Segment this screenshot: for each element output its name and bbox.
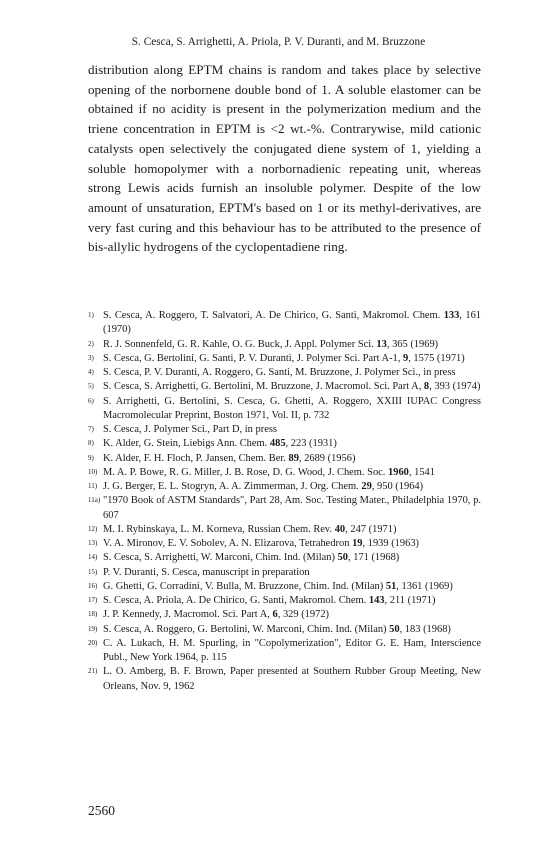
reference-citation: C. A. Lukach, H. M. Spurling, in "Copolymerization", Editor G. E. Ham, Interscience Publ., New York 1964, p. 115	[103, 637, 481, 663]
reference-text	[103, 551, 481, 565]
reference-number: 2)	[88, 339, 94, 348]
reference-text	[103, 380, 481, 394]
reference-citation: M. A. P. Bowe, R. G. Miller, J. B. Rose, D. G. Wood, J. Chem. Soc.	[103, 466, 389, 478]
reference-volume: 133	[443, 310, 460, 321]
reference-volume: 89	[288, 452, 299, 464]
reference-item	[88, 608, 481, 622]
reference-item	[88, 523, 481, 537]
reference-item	[88, 566, 481, 580]
reference-number: 11)	[88, 482, 98, 490]
reference-number: 4)	[88, 368, 94, 376]
reference-citation: J. P. Kennedy, J. Macromol. Sci. Part A,	[103, 609, 273, 621]
reference-number: 11a)	[88, 496, 101, 505]
reference-text	[103, 366, 481, 380]
reference-citation: R. J. Sonnenfeld, G. R. Kahle, O. G. Buck, J. Appl. Polymer Sci.	[103, 338, 377, 350]
reference-list	[88, 309, 481, 694]
running-head: S. Cesca, S. Arrighetti, A. Priola, P. V. Duranti, and M. Bruzzone	[131, 36, 426, 48]
reference-number: 7)	[88, 425, 94, 433]
reference-number: 10)	[88, 467, 98, 476]
reference-text	[103, 537, 481, 551]
reference-text	[103, 480, 481, 494]
reference-citation: S. Cesca, P. V. Duranti, A. Roggero, G. Santi, M. Bruzzone, J. Polymer Sci., in press	[103, 367, 456, 378]
reference-number: 17)	[88, 596, 98, 604]
reference-item	[88, 423, 481, 437]
reference-item	[88, 309, 481, 338]
reference-text	[103, 608, 481, 622]
reference-text	[103, 452, 481, 466]
reference-citation: S. Cesca, S. Arrighetti, G. Bertolini, M. Bruzzone, J. Macromol. Sci. Part A,	[103, 381, 424, 393]
reference-text	[103, 523, 481, 537]
reference-pages: , 1939 (1963)	[362, 538, 420, 549]
reference-text	[103, 594, 481, 608]
reference-pages: , 223 (1931)	[285, 438, 337, 450]
reference-text	[103, 437, 481, 451]
reference-citation: S. Cesca, S. Arrighetti, W. Marconi, Chim. Ind. (Milan)	[103, 552, 338, 564]
reference-text	[103, 352, 481, 366]
reference-pages: , 950 (1964)	[371, 481, 424, 492]
reference-citation: V. A. Mironov, E. V. Sobolev, A. N. Elizarova, Tetrahedron	[103, 538, 353, 549]
reference-citation: "1970 Book of ASTM Standards", Part 28, Am. Soc. Testing Mater., Philadelphia 1970, p. 607	[103, 495, 481, 521]
reference-item	[88, 580, 481, 594]
reference-number: 3)	[88, 353, 94, 362]
reference-pages: , 1361 (1969)	[396, 580, 453, 592]
reference-text	[103, 309, 481, 338]
reference-pages: , 2689 (1956)	[298, 452, 356, 464]
reference-item	[88, 637, 481, 666]
reference-number: 21)	[88, 667, 98, 676]
reference-text	[103, 494, 481, 523]
reference-citation: G. Ghetti, G. Corradini, V. Bulla, M. Bruzzone, Chim. Ind. (Milan)	[103, 580, 386, 592]
reference-number: 13)	[88, 539, 98, 547]
reference-pages: , 211 (1971)	[384, 595, 436, 606]
page-number: 2560	[88, 803, 115, 818]
reference-item	[88, 551, 481, 565]
reference-item	[88, 452, 481, 466]
reference-volume: 143	[368, 595, 385, 606]
reference-citation: S. Cesca, A. Roggero, G. Bertolini, W. Marconi, Chim. Ind. (Milan)	[103, 623, 390, 635]
reference-citation: S. Cesca, J. Polymer Sci., Part D, in press	[103, 424, 277, 435]
reference-volume: 40	[334, 523, 346, 535]
reference-text	[103, 623, 481, 637]
reference-volume: 29	[361, 481, 372, 492]
reference-volume: 19	[352, 538, 363, 549]
reference-item	[88, 380, 481, 394]
reference-number: 12)	[88, 524, 98, 533]
reference-item	[88, 366, 481, 380]
reference-text	[103, 566, 481, 580]
reference-volume: 51	[385, 580, 397, 592]
reference-citation: J. G. Berger, E. L. Stogryn, A. A. Zimmerman, J. Org. Chem.	[103, 481, 362, 492]
reference-number: 6)	[88, 396, 94, 405]
reference-number: 18)	[88, 610, 98, 619]
reference-volume: 13	[376, 338, 387, 350]
reference-volume: 485	[269, 438, 286, 450]
reference-volume: 50	[337, 552, 348, 564]
reference-citation: K. Alder, F. H. Floch, P. Jansen, Chem. Ber.	[103, 452, 289, 464]
reference-pages: , 1541	[408, 466, 435, 478]
reference-citation: S. Cesca, G. Bertolini, G. Santi, P. V. Duranti, J. Polymer Sci. Part A-1,	[103, 352, 403, 364]
reference-volume: 50	[389, 623, 400, 635]
reference-text	[103, 338, 481, 352]
reference-text	[103, 423, 481, 437]
reference-item	[88, 494, 481, 523]
reference-citation: P. V. Duranti, S. Cesca, manuscript in preparation	[103, 566, 310, 578]
reference-volume: 1960	[388, 466, 409, 478]
reference-item	[88, 480, 481, 494]
reference-volume: 9	[402, 352, 409, 364]
reference-number: 5)	[88, 382, 94, 391]
reference-text	[103, 395, 481, 424]
reference-number: 8)	[88, 439, 94, 448]
reference-citation: M. I. Rybinskaya, L. M. Korneva, Russian Chem. Rev.	[103, 523, 335, 535]
reference-item	[88, 437, 481, 451]
reference-number: 1)	[88, 311, 94, 319]
reference-number: 16)	[88, 581, 98, 590]
reference-item	[88, 352, 481, 366]
reference-number: 9)	[88, 453, 94, 462]
reference-item	[88, 466, 481, 480]
reference-number: 20)	[88, 638, 98, 647]
reference-pages: , 183 (1968)	[399, 623, 451, 635]
reference-citation: S. Cesca, A. Priola, A. De Chirico, G. Santi, Makromol. Chem.	[103, 595, 369, 606]
body-paragraph: distribution along EPTM chains is random and takes place by selective opening of the norbornene double bond of 1. A soluble elastomer can be obtained if no acidity is present in the polymerization medium and the triene concentration in EPTM is <2 wt.-%. Contrarywise, mild cationic catalysts open selectively the conjugated diene system of 1, yielding a soluble homopolymer with a norbornadienic repeating unit, whereas strong Lewis acids furnish an insoluble polymer. Despite of the low amount of unsaturation, EPTM's based on 1 or its methyl-derivatives, are very fast curing and this behaviour has to be attributed to the presence of bis-allylic hydrogens of the cyclopentadiene ring.	[88, 62, 481, 255]
reference-item	[88, 537, 481, 551]
reference-text	[103, 580, 481, 594]
reference-number: 19)	[88, 624, 98, 633]
reference-text	[103, 466, 481, 480]
reference-pages: , 1575 (1971)	[408, 352, 465, 364]
reference-item	[88, 665, 481, 694]
reference-citation: S. Cesca, A. Roggero, T. Salvatori, A. De Chirico, G. Santi, Makromol. Chem.	[103, 310, 444, 321]
reference-pages: , 365 (1969)	[386, 338, 439, 350]
reference-citation: S. Arrighetti, G. Bertolini, S. Cesca, G. Ghetti, A. Roggero, XXIII IUPAC Congress Macromolecular Preprint, Boston 1971, Vol. II, p. 732	[103, 395, 481, 421]
reference-pages: , 161 (1970)	[103, 310, 482, 336]
reference-pages: , 393 (1974)	[429, 381, 481, 393]
reference-citation: K. Alder, G. Stein, Liebigs Ann. Chem.	[103, 438, 270, 450]
reference-pages: , 329 (1972)	[277, 609, 330, 621]
reference-text	[103, 665, 481, 694]
reference-volume: 8	[423, 381, 430, 393]
reference-volume: 6	[272, 609, 278, 621]
reference-item	[88, 594, 481, 608]
reference-pages: , 247 (1971)	[345, 523, 397, 535]
reference-number: 15)	[88, 567, 98, 576]
reference-item	[88, 623, 481, 637]
reference-item	[88, 395, 481, 424]
reference-number: 14)	[88, 553, 98, 562]
reference-citation: L. O. Amberg, B. F. Brown, Paper presented at Southern Rubber Group Meeting, New Orleans, Nov. 9, 1962	[103, 666, 481, 692]
reference-pages: , 171 (1968)	[347, 552, 400, 564]
reference-item	[88, 338, 481, 352]
reference-text	[103, 637, 481, 666]
